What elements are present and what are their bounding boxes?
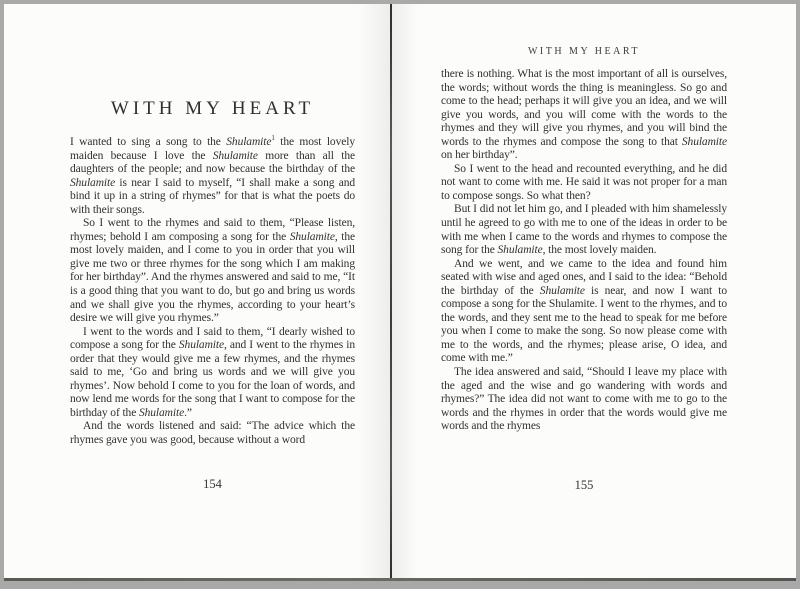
page-number-left: 154 — [203, 477, 222, 491]
paragraph: But I did not let him go, and I pleaded with him shamelessly until he agreed to go with me to one of the ideas in order to be with me when I came to the words and rhymes to compose the song for the Shulamite, the most lovely maiden. — [441, 203, 727, 257]
gutter-shadow-right — [392, 4, 418, 578]
paragraph: And the words listened and said: “The advice which the rhymes gave you was good, because without a word — [70, 420, 355, 447]
spine-line — [390, 4, 392, 578]
right-page-body — [441, 68, 727, 434]
left-page-body — [70, 136, 355, 448]
paragraph: I wanted to sing a song to the Shulamite$^1$ the most lovely maiden because I love the Shulamite more than all the daughters of the people; and now because the birthday of the Shulamite is near I said to myself, “I shall make a song and bind it up in a string of rhymes” for that is what the poets do with their songs. — [70, 134, 355, 216]
chapter-title: WITH MY HEART — [110, 98, 315, 119]
page-bottom-edge-shadow — [4, 578, 796, 581]
paragraph: The idea answered and said, “Should I leave my place with the aged and the wise and go wandering with words and rhymes?” The idea did not want to come with me to go to the words and the rhymes in order that the words would give me words and the rhymes — [441, 366, 727, 433]
paragraph: So I went to the rhymes and said to them, “Please listen, rhymes; behold I am composing a song for the Shulamite, the most lovely maiden, and I come to you in order that you will give me two or three rhymes for the song which I am making for her birthday”. And the rhymes answered and said to me, “It is a good thing that you want to do, but go and bring us words and we shall give you the rhymes, according to your heart’s desire we will give you rhymes.” — [70, 217, 355, 325]
paragraph: And we went, and we came to the idea and found him seated with wise and aged ones, and I said to the idea: “Behold the birthday of the Shulamite is near, and now I want to compose a song for the Shulamite. I went to the rhymes, and to the words, and they sent me to the head to speak for me before you when I come to make the song. So now please come with me to the words, and the rhymes; please arise, O idea, and come with me.” — [441, 257, 727, 365]
left-page — [70, 98, 355, 448]
gutter-shadow-left — [358, 4, 390, 578]
paragraph: So I went to the head and recounted everything, and he did not want to come with me. He said it was not proper for a man to compose songs. So what then? — [441, 162, 727, 202]
right-page — [441, 46, 727, 434]
paragraph: I went to the words and I said to them, “I dearly wished to compose a song for the Shulamite, and I went to the rhymes in order that they would give me a few rhymes, and the rhymes said to me, ‘Go and bring us words and we will give you rhymes’. Now behold I come to you for the loan of words, and now lend me words for the song that I want to compose for the birthday of the Shulamite.” — [70, 325, 355, 419]
page-number-right: 155 — [574, 478, 594, 492]
running-header: WITH MY HEART — [527, 46, 641, 57]
paragraph: there is nothing. What is the most important of all is ourselves, the words; without words the thing is meaningless. So go and come to the head; perhaps it will give you an idea, and we will give you words, and you will come with the words to the rhymes and they will give you rhymes, and you will bind the words to the rhymes and compose the song to that Shulamite on her birthday”. — [441, 68, 727, 162]
